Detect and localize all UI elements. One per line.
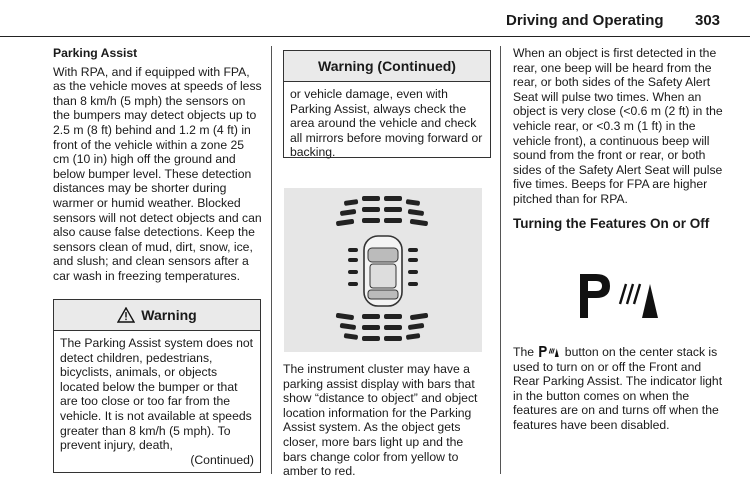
parking-assist-display-figure (284, 188, 482, 352)
page-number: 303 (695, 12, 721, 29)
parking-assist-paragraph: With RPA, and if equipped with FPA, as the vehicle moves at speeds of less than 8 km/h (5 mph) the sensors on the bumpers may detect objects up to 2.5 m (8 ft) behind and 1.2 m (4 ft) in front of the vehicle within a zone 25 cm (10 in) high off the ground and below bumper level. These detection distances may be shorter during warmer or humid weather. Blocked sensors will not detect objects and can also cause false detections. Keep the sensors clean of mud, dirt, snow, ice, and slush; and clean sensors after a car wash in freezing temperatures. (53, 64, 262, 283)
warning-title: Warning (141, 307, 197, 323)
parking-assist-inline-icon (537, 345, 561, 358)
column-divider-right (500, 46, 501, 474)
warning-text: The Parking Assist system does not detect children, pedestrians, bicyclists, animals, or objects located below the bumper or that are too close or too far from the vehicle. It is not available at speeds greater than 8 km/h (5 mph). To prevent injury, death, (60, 336, 254, 453)
warning-continued-title: Warning (Continued) (318, 58, 456, 74)
warning-header (54, 300, 260, 331)
parking-assist-display-icon (284, 188, 482, 352)
warning-continued-box (283, 50, 491, 158)
column-3 (513, 46, 728, 231)
warning-box (53, 299, 261, 473)
page-header (0, 0, 750, 40)
warning-triangle-icon (117, 307, 135, 323)
warning-continued-body (284, 82, 490, 165)
turning-features-text (513, 345, 728, 433)
warning-continued: (Continued) (190, 452, 254, 467)
button-text-pre: The (513, 345, 535, 359)
column-1 (53, 46, 263, 284)
header-rule (0, 36, 750, 37)
warning-continued-header (284, 51, 490, 82)
parking-assist-icon-large (576, 270, 662, 322)
column-divider-left (271, 46, 272, 474)
parking-assist-icon (576, 270, 662, 322)
parking-assist-heading: Parking Assist (53, 46, 138, 60)
turning-features-heading: Turning the Features On or Off (513, 215, 710, 231)
warning-continued-text: or vehicle damage, even with Parking Assist, always check the area around the vehicle and check all mirrors before moving forward or backing. (290, 87, 483, 160)
section-title: Driving and Operating (506, 12, 664, 29)
beep-description: When an object is first detected in the rear, one beep will be heard from the rear, or both sides of the Safety Alert Seat will pulse two times. When an object is very close (<0.6 m (2 ft) in the vehicle rear, or <0.3 m (1 ft) in the vehicle front), a continuous beep will sound from the front or rear, or both sides of the Safety Alert Seat will pulse five times. Beeps for FPA are higher pitched than for RPA. (513, 46, 723, 206)
warning-body (54, 331, 260, 472)
display-description: The instrument cluster may have a parking assist display with bars that show “distance to object” and object location information for the Parking Assist system. As the object gets closer, more bars light up and the bars change color from yellow to amber to red. (283, 362, 478, 479)
column-2-text (283, 362, 489, 479)
button-text-post: button on the center stack is used to turn on or off the Front and Rear Parking Assist. The indicator light in the button comes on when the features are on and turns off when the features have been disabled. (513, 345, 723, 432)
